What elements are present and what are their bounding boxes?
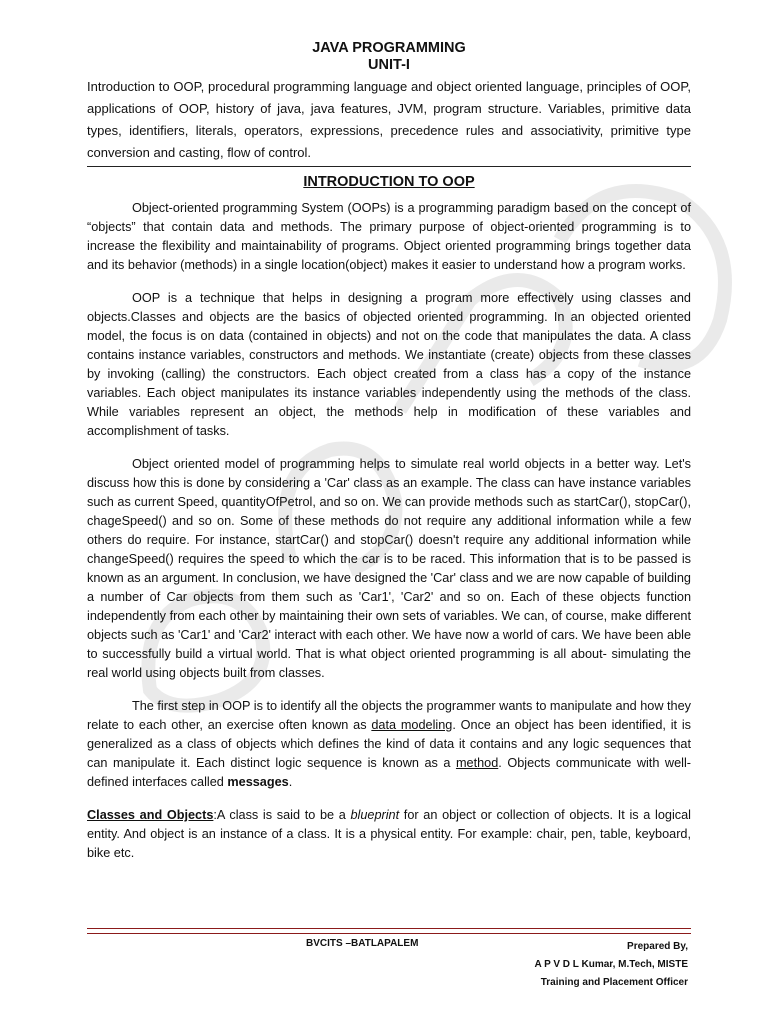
footer-credits [534, 938, 688, 992]
paragraph-4-text-a: The first step in OOP is to identify all the objects the programmer wants to manipulate and how they relate to each other, an exercise often known as [87, 699, 691, 732]
footer-author: A P V D L Kumar, M.Tech, MISTE [534, 959, 688, 970]
data-modeling-term: data modeling [371, 718, 453, 732]
syllabus-text: Introduction to OOP, procedural programming language and object oriented language, principles of OOP, applications of OOP, history of java, java features, JVM, program structure. Variables, primitive data types, identifiers, literals, operators, expressions, precedence rules and associativity, primitive type conversion and casting, flow of control. [87, 79, 691, 160]
method-term: method [455, 756, 499, 770]
paragraph-3: Object oriented model of programming helps to simulate real world objects in a better way. Let's discuss how this is done by considering a 'Car' class as an example. The class can have instance variables such as current Speed, quantityOfPetrol, and so on. We can provide methods such as startCar(), stopCar(), chageSpeed() and so on. Some of these methods do not require any additional information while a few others do require. For instance, startCar() and stopCar() doesn't require any additional information while changeSpeed() requires the speed to which the car is to be raced. This information that is to be passed is known as an argument. In conclusion, we have designed the 'Car' class and we are now capable of building a number of Car objects from them such as 'Car1', 'Car2' and so on. Each of these objects function independently from each other by maintaining their own sets of variables. We can, of course, make different objects such as 'Car1' and 'Car2' interact with each other. We have now a world of cars. We have been able to successfully build a virtual world. That is what object oriented programming is all about- simulating the real world using objects built from classes. [87, 457, 691, 680]
paragraph-4-text-b: . Once an object has been identified, it is generalized as a class of objects which defines the kind of data it contains and any logic sequences that can manipulate it. Each distinct logic sequence is known as a [87, 718, 691, 770]
divider [87, 166, 691, 167]
section-heading [87, 173, 691, 191]
classes-objects-label: Classes and Objects [87, 808, 214, 822]
unit-title: UNIT-I [368, 57, 410, 73]
paragraph-4 [87, 697, 691, 792]
paragraph-5-text-a: :A class is said to be a [213, 808, 351, 822]
footer-rule [87, 928, 691, 934]
paragraph-2: OOP is a technique that helps in designing a program more effectively using classes and objects.Classes and objects are the basics of objected oriented programming. In an objected oriented model, the focus is on data (contained in objects) and not on the code that manipulates the data. A class contains instance variables, constructors and methods. We instantiate (create) objects from these classes by invoking (calling) the constructors. Each object created from a class has a copy of the instance variables. Each object manipulates its instance variables independently using the methods of the class. While variables represent an object, the methods help in modification of these variables and accomplishment of tasks. [87, 291, 691, 438]
paragraph-5 [87, 806, 691, 863]
document-title: JAVA PROGRAMMING [312, 40, 466, 56]
footer-role: Training and Placement Officer [540, 977, 688, 988]
paragraph-4-text-c: . Objects communicate with well-defined interfaces called [87, 756, 691, 789]
document-page [87, 40, 691, 877]
footer-institution: BVCITS –BATLAPALEM [306, 938, 419, 949]
paragraph-4-text-d: . [288, 775, 293, 789]
paragraph-5-text-b: for an object or collection of objects. It is a logical entity. And object is an instance of a class. It is a physical entity. For example: chair, pen, table, keyboard, bike etc. [87, 808, 691, 860]
blueprint-term: blueprint [350, 808, 400, 822]
footer-prepared-by: Prepared By, [627, 941, 688, 952]
messages-term: messages [227, 775, 289, 789]
section-heading-text: INTRODUCTION TO OOP [303, 174, 475, 190]
paragraph-1: Object-oriented programming System (OOPs) is a programming paradigm based on the concept of “objects” that contain data and methods. The primary purpose of object-oriented programming is to increase the flexibility and maintainability of programs. Object oriented programming brings together data and its behavior (methods) in a single location(object) makes it easier to understand how a program works. [87, 201, 691, 272]
